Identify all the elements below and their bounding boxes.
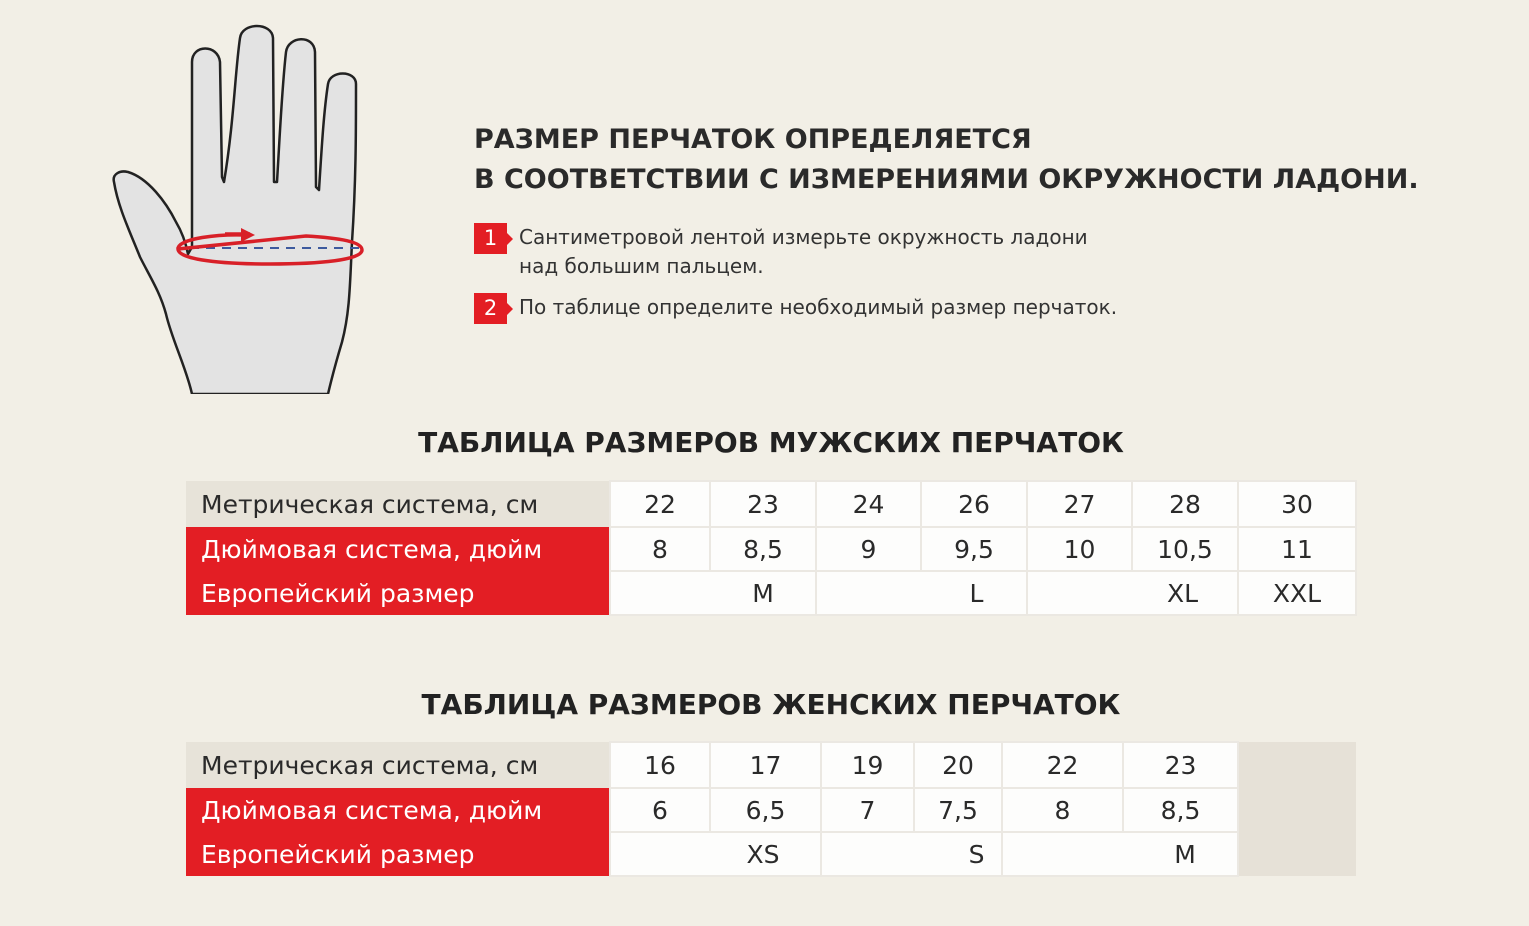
- men-size-table: [186, 480, 1357, 616]
- step-text-line: Сантиметровой лентой измерьте окружность ладони: [519, 225, 1088, 249]
- step-number-badge: 1: [474, 223, 507, 254]
- table-row: [186, 832, 1356, 876]
- table-cell: 10: [1027, 527, 1132, 571]
- table-cell: 9,5: [921, 527, 1027, 571]
- table-row: [186, 481, 1356, 527]
- table-cell: 7: [821, 788, 914, 832]
- table-cell: 17: [710, 742, 821, 788]
- table-row: [186, 571, 1356, 615]
- table-cell: 8,5: [1123, 788, 1238, 832]
- title-line-2: В СООТВЕТСТВИИ С ИЗМЕРЕНИЯМИ ОКРУЖНОСТИ ЛАДОНИ.: [474, 164, 1419, 195]
- row-label: Метрическая система, см: [186, 742, 610, 788]
- table-cell: 28: [1132, 481, 1238, 527]
- table-cell: 9: [816, 527, 921, 571]
- table-cell: S: [821, 832, 1002, 876]
- men-table-title: ТАБЛИЦА РАЗМЕРОВ МУЖСКИХ ПЕРЧАТОК: [418, 426, 1124, 459]
- row-label: Дюймовая система, дюйм: [186, 527, 610, 571]
- women-size-table: [186, 741, 1356, 877]
- row-label: Дюймовая система, дюйм: [186, 788, 610, 832]
- table-cell: 23: [1123, 742, 1238, 788]
- table-cell: 7,5: [914, 788, 1002, 832]
- table-cell: 27: [1027, 481, 1132, 527]
- empty-cell: [1238, 742, 1356, 876]
- table-cell: M: [1002, 832, 1238, 876]
- table-row: [186, 742, 1356, 788]
- step-1: [474, 223, 1088, 281]
- table-cell: 23: [710, 481, 816, 527]
- table-cell: 11: [1238, 527, 1356, 571]
- table-cell: 16: [610, 742, 710, 788]
- table-cell: 6,5: [710, 788, 821, 832]
- table-cell: L: [816, 571, 1027, 615]
- step-text-line: По таблице определите необходимый размер перчаток.: [519, 295, 1118, 319]
- step-text: [519, 293, 1117, 322]
- table-cell: 26: [921, 481, 1027, 527]
- hand-icon: [110, 22, 370, 394]
- step-text: [519, 223, 1088, 281]
- table-cell: 8: [610, 527, 710, 571]
- row-label: Европейский размер: [186, 832, 610, 876]
- table-row: [186, 527, 1356, 571]
- table-cell: 24: [816, 481, 921, 527]
- row-label: Метрическая система, см: [186, 481, 610, 527]
- table-cell: 30: [1238, 481, 1356, 527]
- table-cell: 20: [914, 742, 1002, 788]
- row-label: Европейский размер: [186, 571, 610, 615]
- table-cell: 22: [610, 481, 710, 527]
- table-cell: XS: [610, 832, 821, 876]
- table-cell: 6: [610, 788, 710, 832]
- women-table-title: ТАБЛИЦА РАЗМЕРОВ ЖЕНСКИХ ПЕРЧАТОК: [421, 688, 1121, 721]
- table-cell: XXL: [1238, 571, 1356, 615]
- step-number-badge: 2: [474, 293, 507, 324]
- table-cell: 22: [1002, 742, 1123, 788]
- table-cell: XL: [1027, 571, 1238, 615]
- table-cell: 10,5: [1132, 527, 1238, 571]
- page-title: [474, 120, 1419, 200]
- table-cell: 8: [1002, 788, 1123, 832]
- step-text-line: над большим пальцем.: [519, 254, 764, 278]
- table-cell: M: [610, 571, 816, 615]
- table-row: [186, 788, 1356, 832]
- step-2: [474, 293, 1117, 324]
- title-line-1: РАЗМЕР ПЕРЧАТОК ОПРЕДЕЛЯЕТСЯ: [474, 124, 1032, 155]
- table-cell: 19: [821, 742, 914, 788]
- table-cell: 8,5: [710, 527, 816, 571]
